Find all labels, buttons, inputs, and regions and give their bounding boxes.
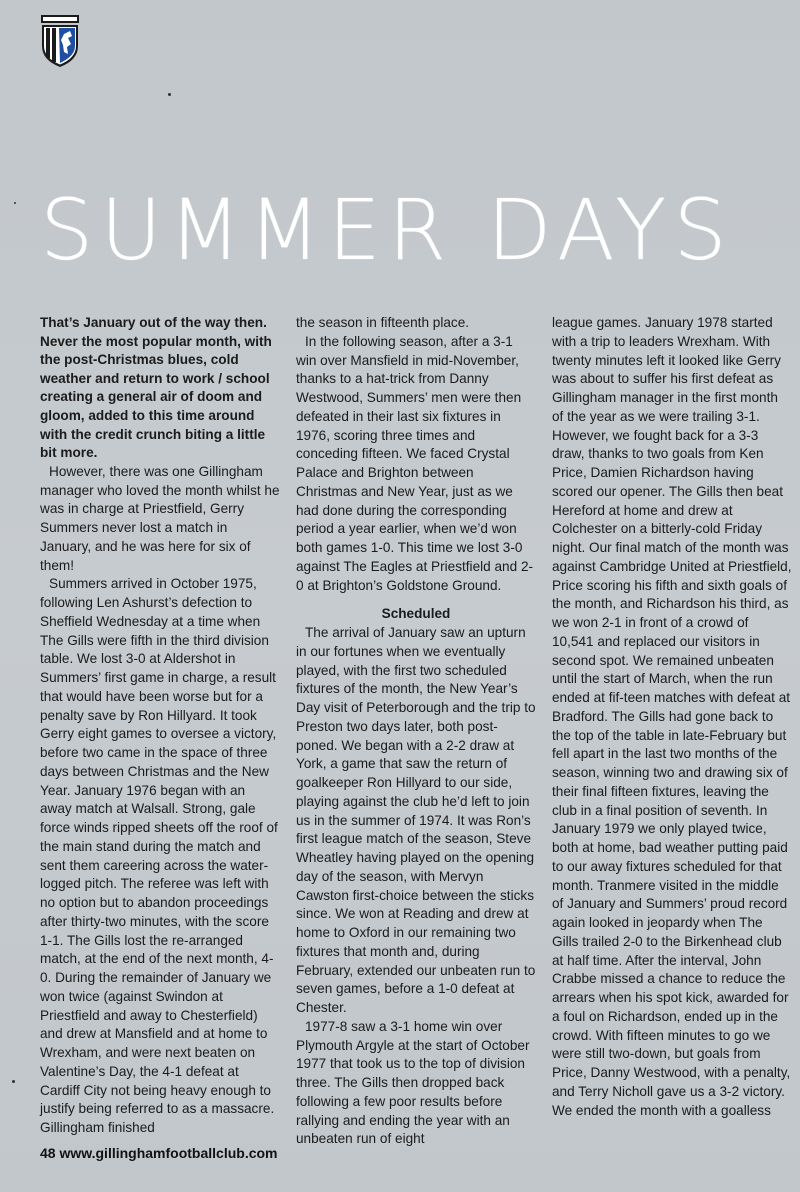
intro-paragraph: That’s January out of the way then. Never the most popular month, with the post-Christmas blues, cold weather and return to work / school creating a general air of doom and gloom, added to this time around with the credit crunch biting a little bit more. [40,315,272,461]
body-paragraph: However, there was one Gillingham manager who loved the month whilst he was in charge at Priestfield, Gerry Summers never lost a match in January, and he was here for six of them! [40,463,280,573]
body-paragraph: The arrival of January saw an upturn in our fortunes when we eventually played, with the first two scheduled fixtures of the month, the New Year’s Day visit of Peterborough and the trip to Preston two days later, both post-poned. We began with a 2-2 draw at York, a game that saw the return of goalkeeper Ron Hillyard to our side, playing against the club he’d left to join us in the summer of 1974. It was Ron’s first league match of the season, Steve Wheatley having played on the opening day of the season, with Mervyn Cawston first-choice between the sticks since. We won at Reading and drew at home to Oxford in our remaining two fixtures that month and, during February, extended our unbeaten run to seven games, before a 1-0 defeat at Chester. [296,625,536,1015]
column-3 [552,314,792,1120]
print-speck [14,202,16,204]
body-paragraph: 1977-8 saw a 3-1 home win over Plymouth Argyle at the start of October 1977 that took us to the top of division three. The Gills then dropped back following a few poor results before rallying and ending the year with an unbeaten run of eight [296,1018,530,1147]
column-1 [40,314,280,1138]
column-2 [296,314,536,1149]
page-footer: 48 www.gillinghamfootballclub.com [40,1145,278,1161]
body-paragraph: Summers arrived in October 1975, following Len Ashurst’s defection to Sheffield Wednesday at a time when The Gills were fifth in the third division table. We lost 3-0 at Aldershot in Summers’ first game in charge, a result that would have been worse but for a penalty save by Ron Hillyard. It took Gerry eight games to oversee a victory, before two came in the space of three days between Christmas and the New Year. January 1976 began with an away match at Walsall. Strong, gale force winds ripped sheets off the roof of the main stand during the match and sent them careering across the water-logged pitch. The referee was left with no option but to abandon proceedings after thirty-two minutes, with the score 1-1. The Gills lost the re-arranged match, at the end of the next month, 4-0. During the remainder of January we won twice (against Swindon at Priestfield and away to Chesterfield) and drew at Mansfield and at home to Wrexham, and were next beaten on Valentine’s Day, the 4-1 defeat at Cardiff City not being heavy enough to justify being referred to as a massacre. Gillingham finished [40,576,278,1135]
print-speck [12,1080,15,1083]
print-speck [168,93,171,96]
body-paragraph: In the following season, after a 3-1 win over Mansfield in mid-November, thanks to a hat-trick from Danny Westwood, Summers’ men were then defeated in their last six fixtures in 1976, scoring three times and conceding fifteen. We faced Crystal Palace and Brighton between Christmas and New Year, just as we had done during the corresponding period a year earlier, when we’d won both games 1-0. This time we lost 3-0 against The Eagles at Priestfield and 2-0 at Brighton’s Goldstone Ground. [296,333,534,593]
article-title: SUMMER DAYS [40,181,734,279]
subheading: Scheduled [381,606,451,622]
body-paragraph: the season in fifteenth place. [296,315,470,330]
body-paragraph: league games. January 1978 started with a trip to leaders Wrexham. With twenty minutes left it looked like Gerry was about to suffer his first defeat as Gillingham manager in the first month of the year as we were trailing 3-1. However, we fought back for a 3-3 draw, thanks to two goals from Ken Price, Damien Richardson having scored our opener. The Gills then beat Hereford at home and drew at Colchester on a bitterly-cold Friday night. Our final match of the month was against Cambridge United at Priestfield, Price scoring his fifth and sixth goals of the month, and Richardson his third, as we won 2-1 in front of a crowd of 10,541 and replaced our visitors in second spot. We remained unbeaten until the start of March, when the run ended at fif-teen matches with defeat at Bradford. The Gills had gone back to the top of the table in late-February but fell apart in the last two months of the season, winning two and drawing six of their final fifteen fixtures, leaving the club in a final position of seventh. In January 1979 we only played twice, both at home, bad weather putting paid to our away fixtures scheduled for that month. Tranmere visited in the middle of January and Summers’ proud record again looked in jeopardy when The Gills trailed 2-0 to the Birkenhead club at half time. After the interval, John Crabbe missed a chance to reduce the arrears when his spot kick, awarded for a foul on Richardson, ended up in the crowd. With fifteen minutes to go we were still two-down, but goals from Price, Danny Westwood, with a penalty, and Terry Nicholl gave us a 3-2 victory. We ended the month with a goalless [552,315,792,1118]
gillingham-crest-icon [40,14,80,68]
